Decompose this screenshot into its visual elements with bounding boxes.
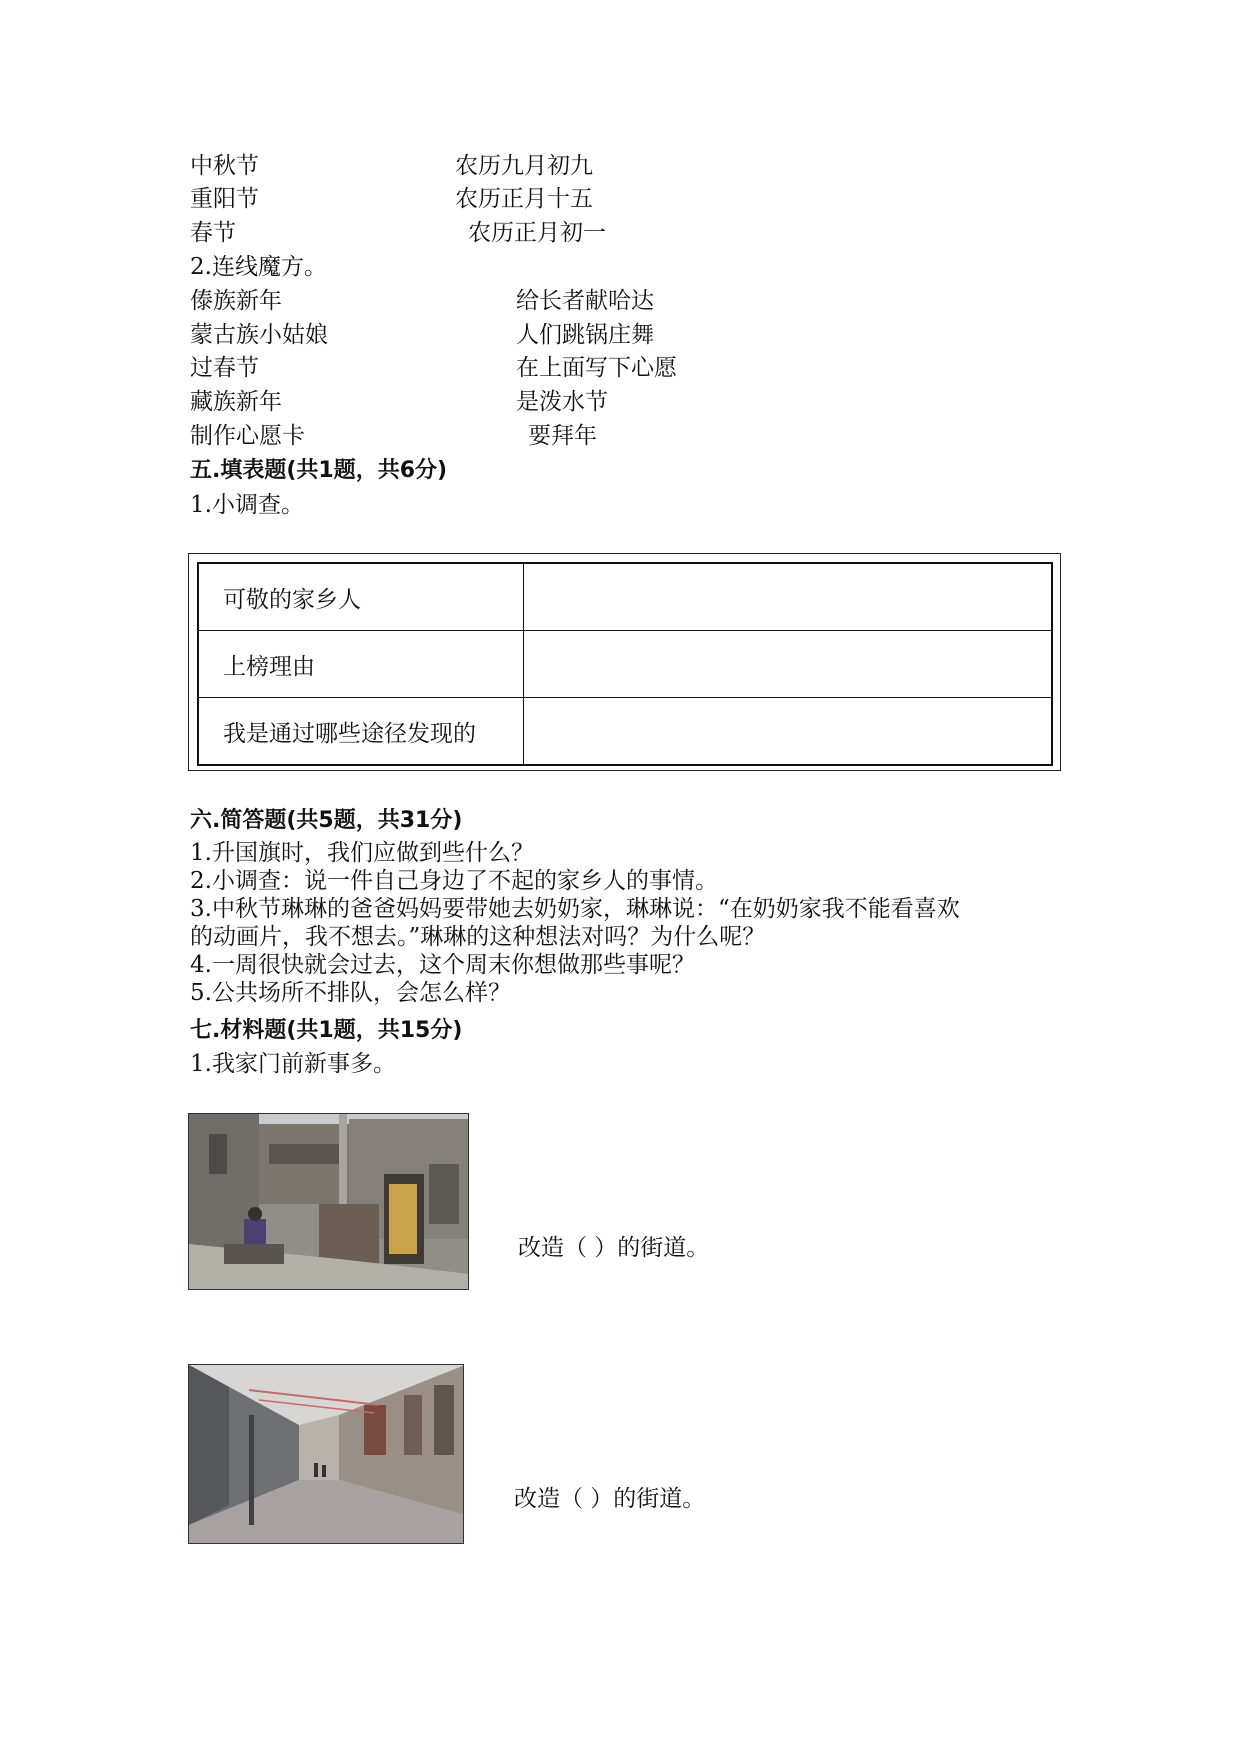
match2-left-1: 傣族新年 [190, 288, 282, 314]
section7-title: 七.材料题(共1题，共15分) [190, 1018, 463, 1043]
table-row [198, 698, 1052, 766]
section6-line-4: 的动画片，我不想去。”琳琳的这种想法对吗？为什么呢？ [190, 924, 766, 950]
survey-table [197, 562, 1053, 766]
section6-line-6: 5.公共场所不排队，会怎么样？ [190, 980, 511, 1006]
table-answer-cell[interactable] [524, 563, 1053, 631]
table-row-label: 可敬的家乡人 [198, 563, 524, 631]
match1-left-2: 重阳节 [190, 186, 259, 212]
table-row-label: 我是通过哪些途径发现的 [198, 698, 524, 766]
table-row [198, 563, 1052, 631]
match1-right-3: 农历正月初一 [468, 220, 606, 246]
match1-right-2: 农历正月十五 [455, 186, 593, 212]
section6-title: 六.简答题(共5题，共31分) [190, 808, 463, 833]
match1-right-1: 农历九月初九 [455, 153, 593, 179]
section6-line-2: 2.小调查：说一件自己身边了不起的家乡人的事情。 [190, 868, 718, 894]
photo2-caption: 改造（ ）的街道。 [514, 1486, 706, 1512]
match2-right-4: 是泼水节 [516, 389, 608, 415]
question-2-title: 2.连线魔方。 [190, 254, 327, 280]
match2-left-2: 蒙古族小姑娘 [190, 322, 328, 348]
match2-right-2: 人们跳锅庄舞 [516, 322, 654, 348]
table-answer-cell[interactable] [524, 631, 1053, 698]
old-street-photo [188, 1113, 469, 1290]
section7-question-1: 1.我家门前新事多。 [190, 1051, 396, 1077]
match2-right-1: 给长者献哈达 [516, 288, 654, 314]
renovated-street-photo [188, 1364, 464, 1544]
table-row-label: 上榜理由 [198, 631, 524, 698]
section6-line-3: 3.中秋节琳琳的爸爸妈妈要带她去奶奶家，琳琳说：“在奶奶家我不能看喜欢 [190, 896, 960, 922]
match1-left-3: 春节 [190, 220, 236, 246]
match2-left-5: 制作心愿卡 [190, 423, 305, 449]
section5-title: 五.填表题(共1题，共6分) [190, 458, 448, 483]
table-row [198, 631, 1052, 698]
match1-left-1: 中秋节 [190, 153, 259, 179]
table-answer-cell[interactable] [524, 698, 1053, 766]
match2-left-3: 过春节 [190, 355, 259, 381]
match2-left-4: 藏族新年 [190, 389, 282, 415]
photo1-caption: 改造（ ）的街道。 [518, 1235, 710, 1261]
section6-line-5: 4.一周很快就会过去，这个周末你想做那些事呢？ [190, 952, 695, 978]
match2-right-5: 要拜年 [528, 423, 597, 449]
section5-question-1: 1.小调查。 [190, 492, 304, 518]
match2-right-3: 在上面写下心愿 [516, 355, 677, 381]
section6-line-1: 1.升国旗时，我们应做到些什么？ [190, 840, 534, 866]
